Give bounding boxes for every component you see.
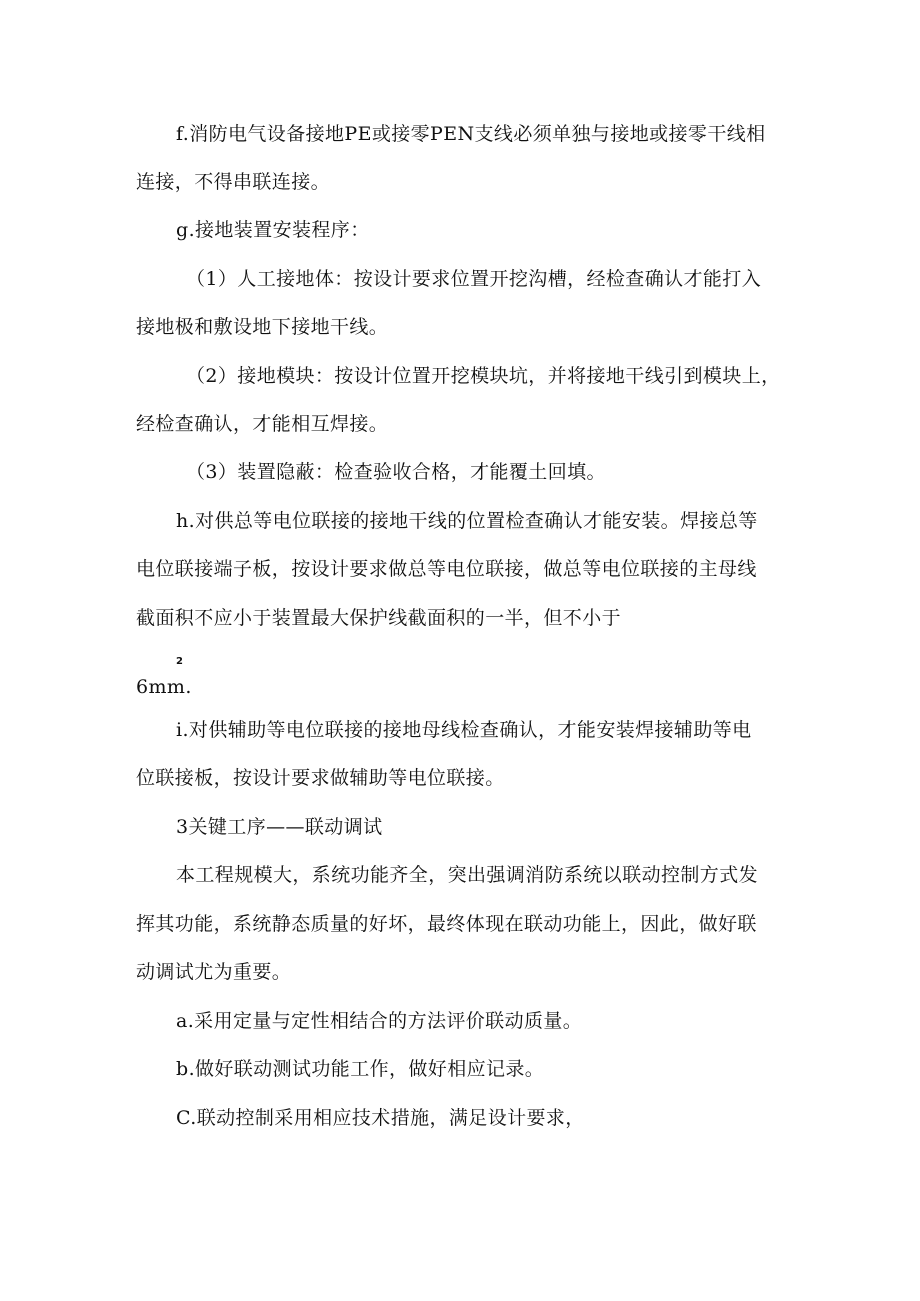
paragraph-f-line-1: f.消防电气设备接地PE或接零PEN支线必须单独与接地或接零干线相	[176, 123, 766, 145]
paragraph-g1-line-1: （1）人工接地体：按设计要求位置开挖沟槽，经检查确认才能打入	[186, 268, 762, 290]
paragraph-body-line-2: 挥其功能，系统静态质量的好坏，最终体现在联动功能上，因此，做好联	[136, 913, 757, 935]
paragraph-h-line-3: 截面积不应小于装置最大保护线截面积的一半，但不小于	[136, 607, 622, 629]
paragraph-f-line-2: 连接，不得串联连接。	[136, 171, 331, 193]
paragraph-body-line-1: 本工程规模大，系统功能齐全，突出强调消防系统以联动控制方式发	[176, 864, 759, 886]
paragraph-a-line-1: a.采用定量与定性相结合的方法评价联动质量。	[176, 1010, 583, 1032]
paragraph-h-line-1: h.对供总等电位联接的接地干线的位置检查确认才能安装。焊接总等	[176, 510, 758, 532]
superscript-two: 2	[176, 656, 183, 667]
paragraph-h-line-2: 电位联接端子板，按设计要求做总等电位联接，做总等电位联接的主母线	[136, 558, 757, 580]
paragraph-g2-line-2: 经检查确认，才能相互焊接。	[136, 413, 389, 435]
paragraph-b-line-1: b.做好联动测试功能工作，做好相应记录。	[176, 1058, 545, 1080]
paragraph-g2-line-1: （2）接地模块：按设计位置开挖模块坑，并将接地干线引到模块上，	[186, 365, 781, 387]
paragraph-h-end: 6mm.	[136, 676, 192, 698]
paragraph-g-line-1: g.接地装置安装程序：	[176, 219, 370, 241]
paragraph-body-line-3: 动调试尤为重要。	[136, 961, 292, 983]
section-heading: 3关键工序——联动调试	[176, 816, 383, 838]
paragraph-g1-line-2: 接地极和敷设地下接地干线。	[136, 316, 389, 338]
paragraph-g3-line-1: （3）装置隐蔽：检查验收合格，才能覆土回填。	[186, 461, 606, 483]
paragraph-i-line-2: 位联接板，按设计要求做辅助等电位联接。	[136, 767, 505, 789]
paragraph-i-line-1: i.对供辅助等电位联接的接地母线检查确认，才能安装焊接辅助等电	[176, 719, 752, 741]
paragraph-c-line-1: C.联动控制采用相应技术措施，满足设计要求，	[176, 1107, 585, 1129]
